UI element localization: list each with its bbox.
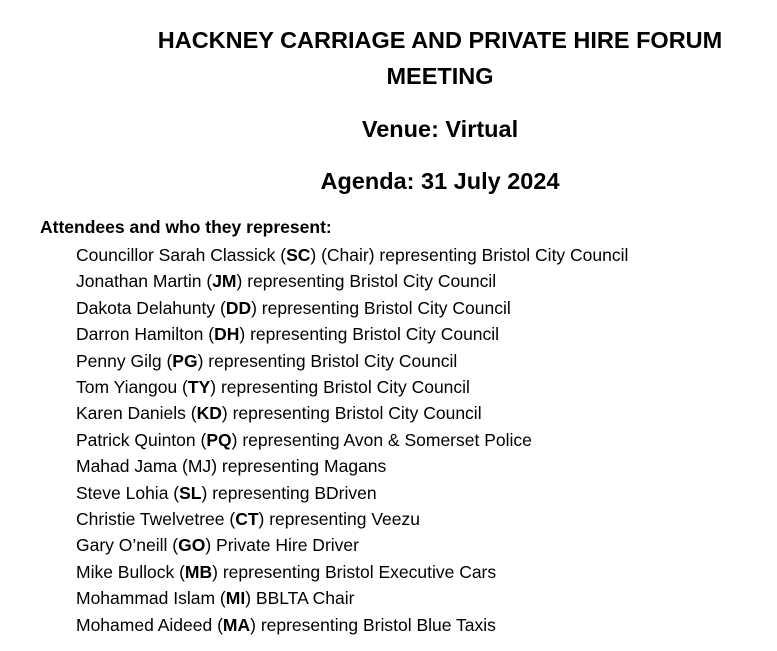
attendee-initials: MI — [225, 588, 246, 609]
document-title-line-2: MEETING — [386, 63, 494, 89]
attendee-item — [76, 321, 628, 347]
attendee-name: Darron Hamilton ( — [76, 324, 215, 345]
attendee-representation: ) representing Bristol City Council — [197, 350, 458, 371]
attendees-heading: Attendees and who they represent: — [40, 217, 332, 237]
attendee-name: Mahad Jama ( — [76, 456, 188, 477]
attendee-item — [76, 268, 628, 294]
attendee-name: Mike Bullock ( — [76, 561, 185, 582]
attendee-representation: ) representing Bristol Executive Cars — [212, 561, 497, 582]
attendee-representation: ) representing Magans — [211, 456, 387, 477]
attendee-initials: MA — [222, 614, 251, 635]
attendee-initials: MJ — [187, 456, 212, 477]
attendee-representation: ) representing Bristol City Council — [239, 324, 500, 345]
attendee-name: Christie Twelvetree ( — [76, 509, 236, 530]
attendee-name: Jonathan Martin ( — [76, 271, 213, 292]
attendee-name: Mohammad Islam ( — [76, 588, 226, 609]
attendee-initials: GO — [178, 535, 206, 556]
attendee-item — [76, 242, 628, 268]
attendee-representation: ) representing Bristol City Council — [236, 271, 497, 292]
attendee-representation: ) representing Bristol City Council — [251, 297, 511, 318]
attendee-name: Penny Gilg ( — [76, 350, 173, 371]
document-title-line-1: HACKNEY CARRIAGE AND PRIVATE HIRE FORUM — [157, 27, 723, 53]
attendee-representation: ) (Chair) representing Bristol City Council — [310, 245, 629, 265]
attendee-item — [76, 374, 628, 400]
attendee-representation: ) Private Hire Driver — [205, 535, 359, 556]
attendee-name: Tom Yiangou ( — [76, 377, 188, 398]
attendee-item — [76, 532, 628, 558]
attendee-item — [76, 480, 628, 506]
attendee-representation: ) representing Veezu — [258, 509, 421, 530]
attendee-representation: ) representing BDriven — [201, 482, 377, 503]
attendee-representation: ) representing Bristol City Council — [210, 377, 470, 398]
attendee-item — [76, 585, 628, 611]
attendee-initials: KD — [196, 403, 222, 424]
attendee-initials: TY — [187, 377, 211, 398]
attendee-item — [76, 295, 628, 321]
attendee-initials: PG — [172, 350, 198, 371]
attendee-initials: JM — [212, 271, 237, 292]
attendee-item — [76, 559, 628, 585]
attendee-initials: DD — [225, 297, 252, 318]
attendee-representation: ) representing Avon & Somerset Police — [231, 429, 532, 450]
attendee-name: Mohamed Aideed ( — [76, 614, 223, 635]
attendee-item — [76, 612, 628, 638]
attendee-name: Steve Lohia ( — [76, 482, 180, 503]
attendee-initials: PQ — [206, 429, 232, 450]
attendee-initials: MB — [184, 561, 213, 582]
attendee-name: Councillor Sarah Classick ( — [76, 245, 287, 265]
attendee-representation: ) representing Bristol Blue Taxis — [250, 614, 496, 635]
attendee-initials: SL — [179, 482, 202, 503]
attendee-initials: CT — [235, 509, 259, 530]
attendee-name: Patrick Quinton ( — [76, 429, 207, 450]
attendee-representation: ) BBLTA Chair — [245, 588, 355, 609]
venue-heading: Venue: Virtual — [361, 116, 519, 142]
attendee-name: Karen Daniels ( — [76, 403, 197, 424]
attendee-item — [76, 400, 628, 426]
attendee-initials: SC — [286, 245, 311, 265]
attendee-representation: ) representing Bristol City Council — [221, 403, 482, 424]
agenda-date-heading: Agenda: 31 July 2024 — [320, 168, 560, 194]
attendee-name: Gary O’neill ( — [76, 535, 179, 556]
attendee-name: Dakota Delahunty ( — [76, 297, 226, 318]
attendee-item — [76, 348, 628, 374]
attendee-initials: DH — [214, 324, 240, 345]
attendee-item — [76, 427, 628, 453]
attendee-item — [76, 453, 628, 479]
attendee-item — [76, 506, 628, 532]
attendee-list — [76, 242, 628, 638]
